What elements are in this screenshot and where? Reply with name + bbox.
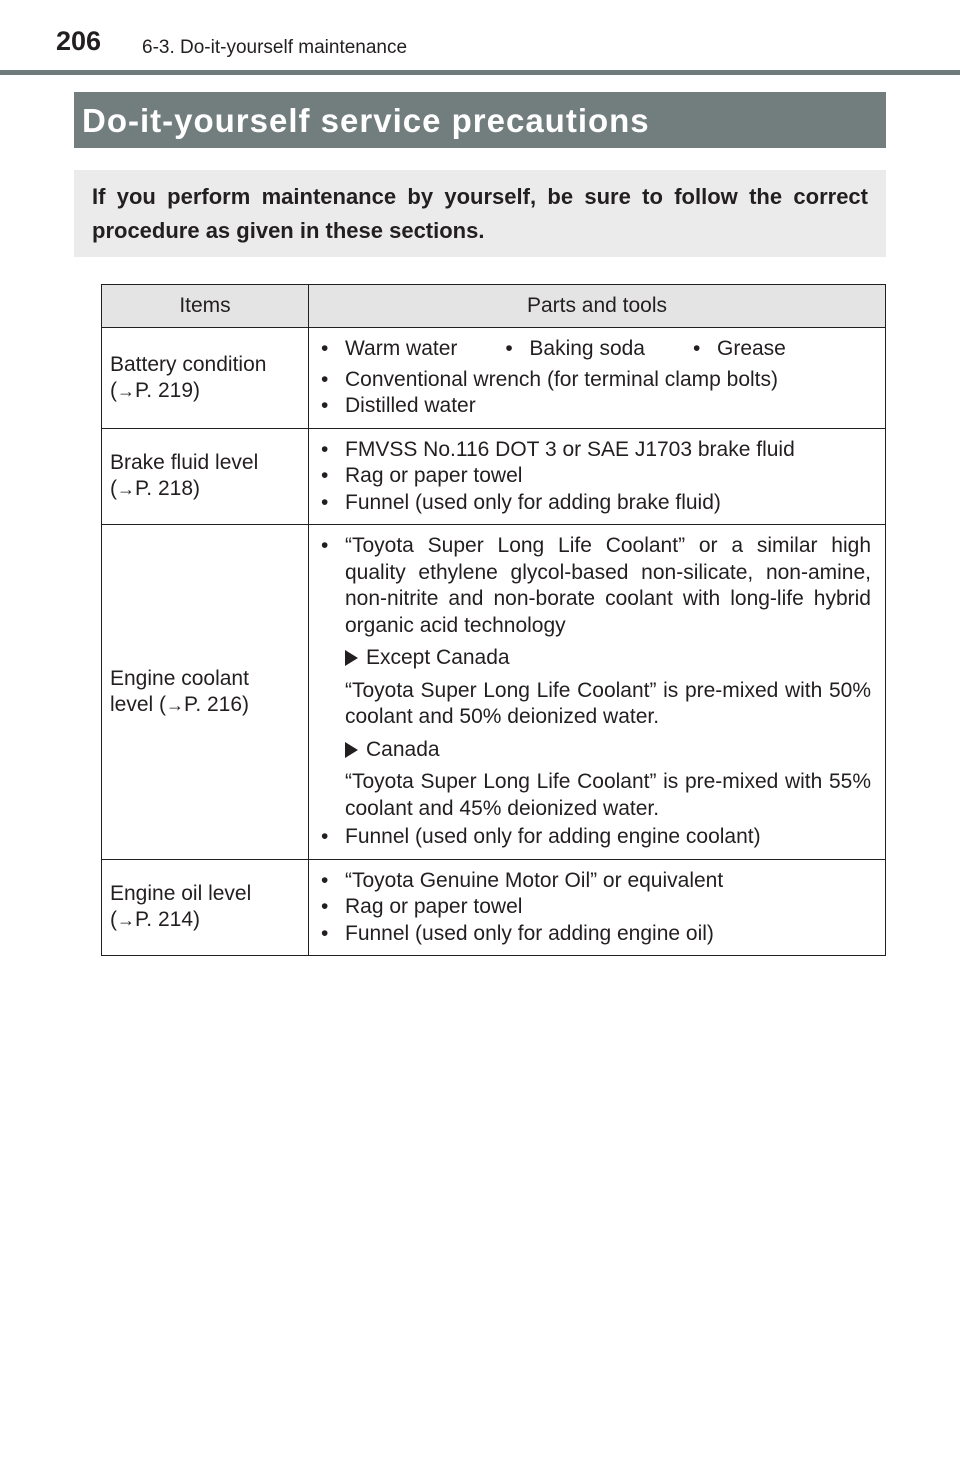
list-item: • Funnel (used only for adding brake fluid) — [321, 490, 871, 517]
table-row-brake — [102, 428, 886, 525]
item-label: Battery condition — [110, 352, 267, 376]
triangle-right-icon — [345, 650, 358, 666]
arrow-right-icon: → — [117, 479, 135, 500]
item-cell — [102, 859, 309, 956]
item-cell — [102, 428, 309, 525]
page-reference[interactable]: (→P. 219) — [110, 378, 201, 402]
list-item: • FMVSS No.116 DOT 3 or SAE J1703 brake fluid — [321, 437, 871, 464]
tools-cell — [309, 328, 886, 429]
item-label: Brake fluid level — [110, 451, 259, 475]
list-item: • Rag or paper towel — [321, 463, 871, 490]
column-header-parts-tools: Parts and tools — [309, 285, 886, 328]
tools-cell — [309, 428, 886, 525]
header-rule — [0, 70, 960, 75]
table-row-oil — [102, 859, 886, 956]
intro-box — [74, 170, 886, 257]
list-item: • Conventional wrench (for terminal clamp bolts) — [321, 367, 871, 394]
page-reference[interactable]: level (→P. 216) — [110, 692, 250, 716]
page-title: Do-it-yourself service precautions — [82, 101, 650, 139]
sub-heading-canada: Canada — [321, 737, 871, 764]
list-item: • Funnel (used only for adding engine coolant) — [321, 824, 871, 851]
table-header-row — [102, 285, 886, 328]
arrow-right-icon: → — [117, 910, 135, 931]
list-item: • Baking soda — [505, 336, 645, 363]
tools-cell — [309, 525, 886, 860]
sub-text: “Toyota Super Long Life Coolant” is pre-mixed with 55% coolant and 45% deionized water. — [345, 770, 871, 820]
column-header-items: Items — [102, 285, 309, 328]
tools-cell — [309, 859, 886, 956]
inline-tools-list — [321, 336, 871, 363]
list-item: • Warm water — [321, 336, 457, 363]
arrow-right-icon: → — [117, 380, 135, 401]
list-item: • Funnel (used only for adding engine oil) — [321, 921, 871, 948]
sub-heading-except-canada: Except Canada — [321, 645, 871, 672]
triangle-right-icon — [345, 742, 358, 758]
section-reference: 6-3. Do-it-yourself maintenance — [142, 37, 408, 58]
arrow-right-icon: → — [166, 694, 185, 715]
table-row-coolant — [102, 525, 886, 860]
table-row-battery — [102, 328, 886, 429]
item-cell — [102, 328, 309, 429]
item-cell — [102, 525, 309, 860]
page-reference[interactable]: (→P. 218) — [110, 477, 201, 501]
list-item: • “Toyota Genuine Motor Oil” or equivalent — [321, 868, 871, 895]
item-label: Engine oil level — [110, 882, 252, 906]
intro-text: If you perform maintenance by yourself, be sure to follow the correct procedure as given in these sections. — [92, 184, 868, 243]
item-label: Engine coolant — [110, 666, 249, 690]
page-reference[interactable]: (→P. 214) — [110, 908, 201, 932]
title-banner — [74, 92, 886, 148]
page-number: 206 — [56, 26, 102, 56]
list-item: • “Toyota Super Long Life Coolant” or a similar high quality ethylene glycol-based non-silicate, non-amine, non-nitrite and non-borate coolant with long-life hybrid organic acid technology — [321, 533, 871, 639]
parts-tools-table — [101, 284, 886, 956]
list-item: • Grease — [693, 336, 786, 363]
list-item: • Rag or paper towel — [321, 894, 871, 921]
list-item: • Distilled water — [321, 393, 871, 420]
sub-text: “Toyota Super Long Life Coolant” is pre-mixed with 50% coolant and 50% deionized water. — [345, 678, 871, 728]
